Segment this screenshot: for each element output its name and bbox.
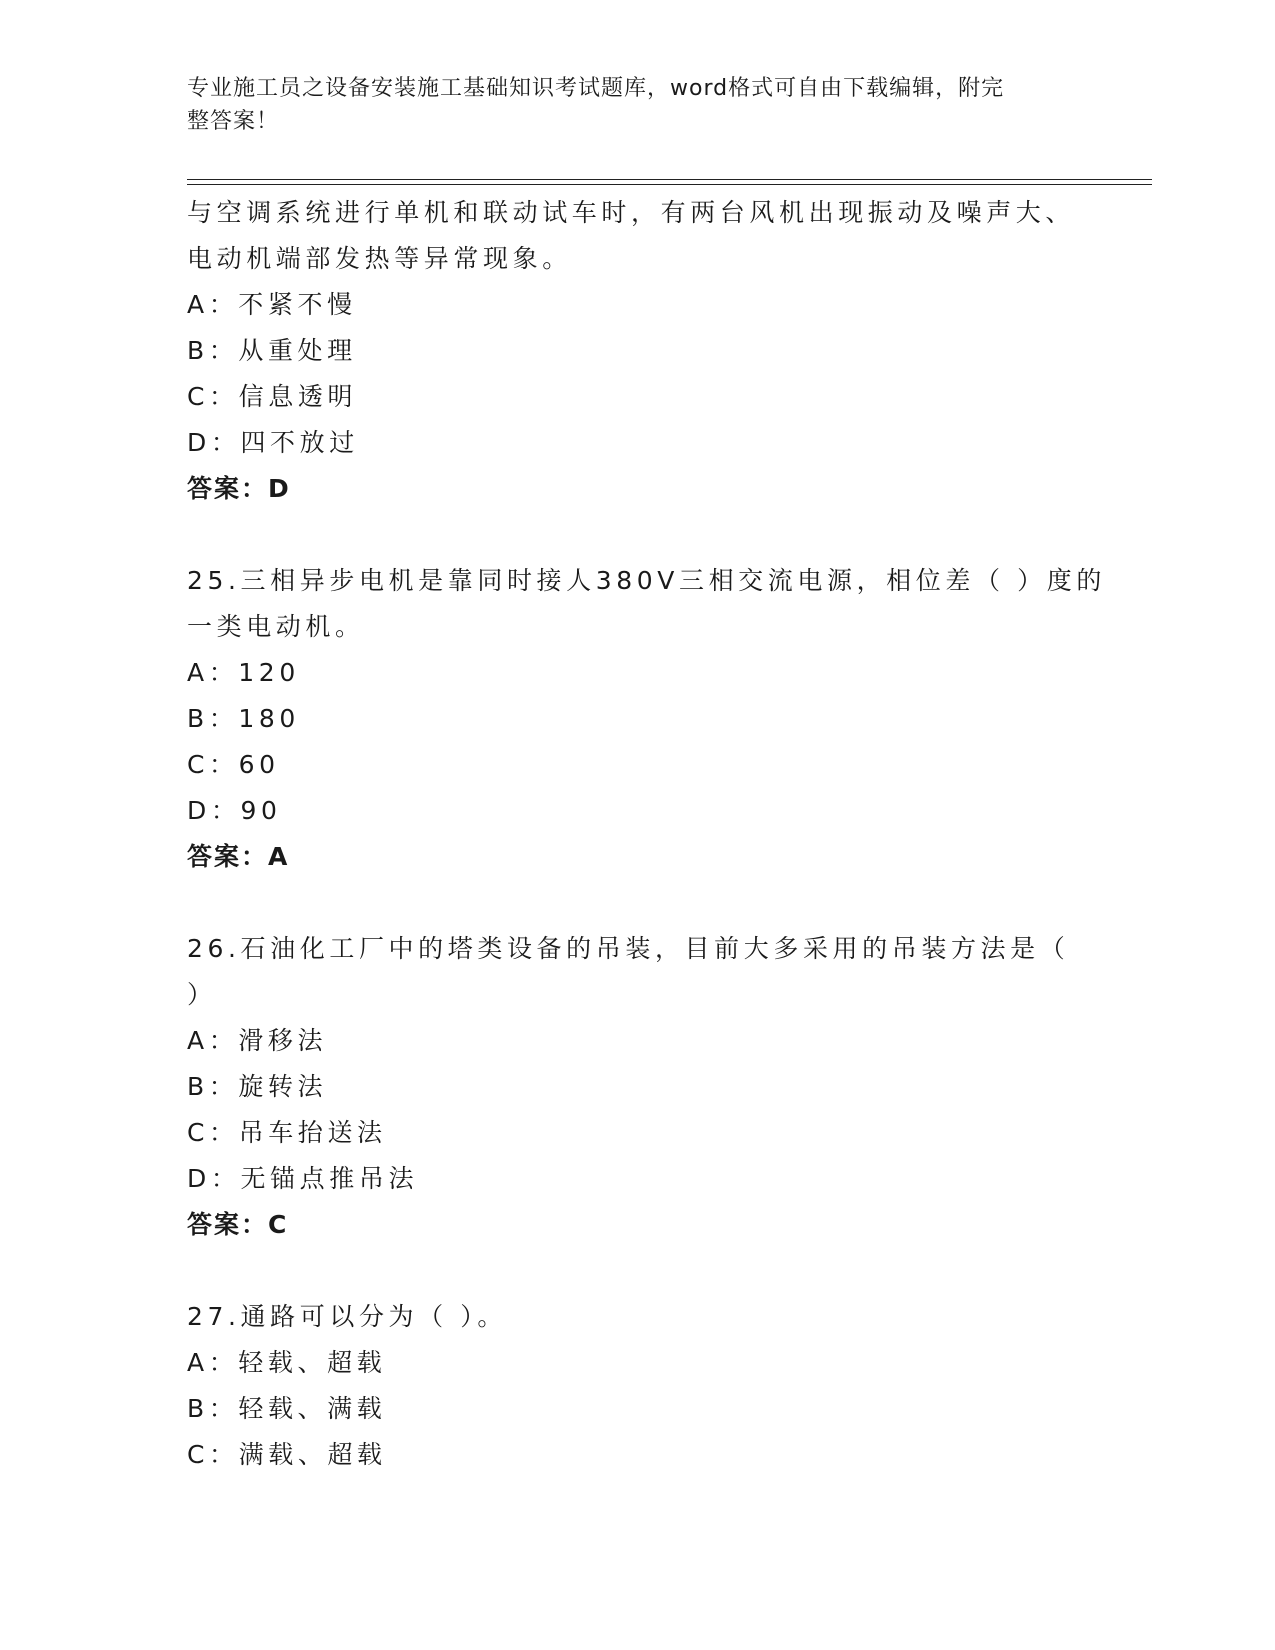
option-c: C：60 [187, 750, 280, 779]
answer-label: 答案：C [187, 1210, 289, 1239]
question-stem-line: 27.通路可以分为（ ）。 [187, 1302, 508, 1331]
question-24 [187, 190, 1087, 512]
question-25 [187, 558, 1106, 880]
option-c: C：信息透明 [187, 382, 358, 411]
question-26 [187, 926, 1087, 1248]
option-b: B：从重处理 [187, 336, 357, 365]
header-line-2: 整答案！ [187, 109, 280, 134]
option-d: D：四不放过 [187, 428, 359, 457]
question-spacer [187, 1248, 1087, 1294]
question-stem-line: 26.石油化工厂中的塔类设备的吊装，目前大多采用的吊装方法是（ [187, 934, 1070, 963]
header-line-1: 专业施工员之设备安装施工基础知识考试题库，word格式可自由下载编辑，附完 [187, 76, 1005, 101]
question-stem-line: 25.三相异步电机是靠同时接人380V三相交流电源，相位差（ ）度的 [187, 566, 1106, 595]
question-27 [187, 1294, 1087, 1478]
option-b: B：旋转法 [187, 1072, 328, 1101]
question-list [187, 190, 1106, 1478]
option-d: D：90 [187, 796, 282, 825]
question-stem-line: 一类电动机。 [187, 612, 365, 641]
option-b: B：轻载、满载 [187, 1394, 387, 1423]
answer-label: 答案：A [187, 842, 290, 871]
option-c: C：满载、超载 [187, 1440, 387, 1469]
option-a: A：120 [187, 658, 300, 687]
document-header [187, 72, 1067, 138]
question-stem-line: ） [187, 980, 217, 1009]
option-c: C：吊车抬送法 [187, 1118, 387, 1147]
answer-label: 答案：D [187, 474, 291, 503]
header-divider-top [187, 179, 1152, 180]
header-divider-bottom [187, 184, 1152, 185]
question-stem-line: 电动机端部发热等异常现象。 [187, 244, 572, 273]
question-stem-line: 与空调系统进行单机和联动试车时，有两台风机出现振动及噪声大、 [187, 198, 1076, 227]
option-a: A：轻载、超载 [187, 1348, 387, 1377]
option-d: D：无锚点推吊法 [187, 1164, 419, 1193]
question-spacer [187, 880, 1087, 926]
option-a: A：不紧不慢 [187, 290, 357, 319]
option-a: A：滑移法 [187, 1026, 328, 1055]
question-spacer [187, 512, 1087, 558]
option-b: B：180 [187, 704, 300, 733]
